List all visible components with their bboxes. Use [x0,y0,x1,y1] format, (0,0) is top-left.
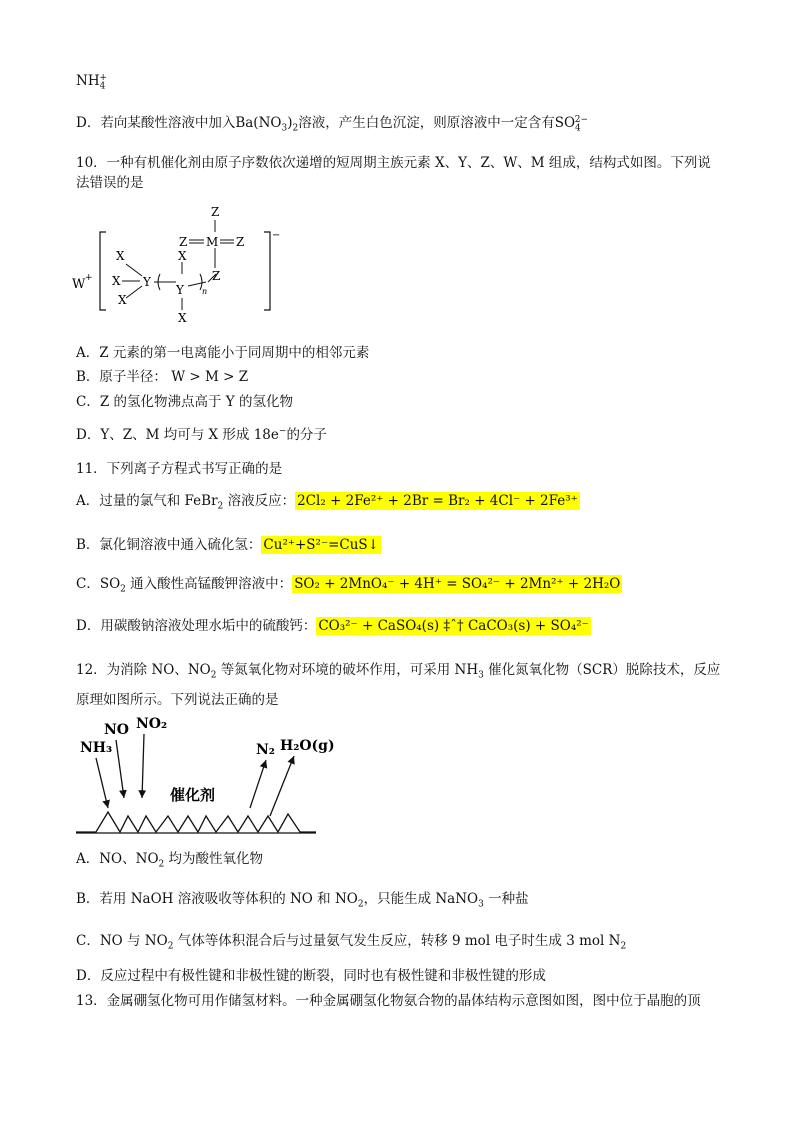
left-bracket [100,232,106,310]
q12-stem-line1: 12．为消除 NO、$NO_2$ 等氮氧化物对环境的破坏作用，可采用 $NH_3$ 催化氮氧化物（SCR）脱除技术，反应 [76,662,721,681]
arrow-h2o [270,756,294,816]
atom-z-right: Z [236,235,245,249]
atom-z-lower: Z [212,269,221,283]
cation-charge: + [85,273,93,283]
arrow-n2 [250,760,266,808]
q13-stem: 13．金属硼氢化物可用作储氢材料。一种金属硼氢化物氨合物的晶体结构示意图如图，图中位于晶胞的顶 [76,993,701,1009]
atom-x-2: X [112,274,121,288]
q10-structure-figure [70,198,290,330]
q12-option-c: C．NO 与 $NO_2$ 气体等体积混合后与过量氨气发生反应，转移 9 mol 电子时生成 3 mol $N_2$ [76,933,627,952]
anion-charge: − [272,230,281,241]
label-no: NO [104,722,129,738]
atom-y-2: Y [176,283,184,297]
q10-option-d: D．Y、Z、M 均可与 X 形成 18e−的分子 [76,426,327,443]
label-h2o: H₂O(g) [280,738,335,754]
nh4-fragment: $NH_4^+$ [76,72,107,92]
q11-option-a: A．过量的氯气和 FeBr$_2$ 溶液反应： 2Cl₂ + 2Fe²⁺ + 2Br = Br₂ + 4Cl⁻ + 2Fe³⁺ [76,493,578,512]
atom-z-top: Z [211,205,220,219]
atom-m: M [206,235,219,249]
repeat-n: n [202,287,208,296]
label-n2: N₂ [256,742,275,758]
q11-option-c-equation: SO₂ + 2MnO₄⁻ + 4H⁺ = SO₄²⁻ + 2Mn²⁺ + 2H₂O [294,576,621,592]
q11-option-b-equation: Cu²⁺+S²⁻=CuS↓ [263,537,379,553]
atom-x-1: X [116,249,125,263]
arrow-nh3 [96,758,108,808]
q9-option-d: D．若向某酸性溶液中加入$Ba(NO_3)_2$溶液，产生白色沉淀，则原溶液中一定含有$SO_4^{2-}$ [76,114,589,134]
arrow-no [116,740,124,798]
q12-option-d: D．反应过程中有极性键和非极性键的断裂，同时也有极性键和非极性键的形成 [76,968,546,984]
q11-option-d: D．用碳酸钠溶液处理水垢中的硫酸钙： CO₃²⁻ + CaSO₄(s) ‡ˆ† CaCO₃(s) + SO₄²⁻ [76,618,589,634]
catalyst-surface [76,812,316,832]
right-bracket [264,232,270,310]
label-no2: NO₂ [136,716,168,732]
q12-option-a: A．NO、$NO_2$ 均为酸性氧化物 [76,851,264,870]
label-nh3: NH₃ [80,740,113,756]
atom-x-3: X [118,293,127,307]
arrow-no2 [142,734,144,798]
q11-option-b: B．氯化铜溶液中通入硫化氢： Cu²⁺+S²⁻=CuS↓ [76,537,379,553]
q10-option-a: A．Z 元素的第一电离能小于同周期中的相邻元素 [76,345,370,361]
q10-stem-line2: 法错误的是 [76,175,144,191]
q11-option-a-equation: 2Cl₂ + 2Fe²⁺ + 2Br = Br₂ + 4Cl⁻ + 2Fe³⁺ [297,493,578,509]
q12-scr-figure [72,712,335,838]
cation-w: W [72,277,86,292]
q10-option-b: B．原子半径： W > M > Z [76,369,249,385]
q12-option-b: B．若用 NaOH 溶液吸收等体积的 NO 和 $NO_2$，只能生成 NaNO$_3$ 一种盐 [76,891,529,910]
atom-y-1: Y [143,275,151,289]
q11-stem: 11．下列离子方程式书写正确的是 [76,461,283,477]
q11-option-d-equation: CO₃²⁻ + CaSO₄(s) ‡ˆ† CaCO₃(s) + SO₄²⁻ [318,618,589,634]
atom-z-left: Z [179,235,188,249]
q10-option-c: C．Z 的氢化物沸点高于 Y 的氢化物 [76,394,293,410]
q11-option-c: C．$SO_2$ 通入酸性高锰酸钾溶液中： SO₂ + 2MnO₄⁻ + 4H⁺ = SO₄²⁻ + 2Mn²⁺ + 2H₂O [76,576,621,595]
label-catalyst: 催化剂 [170,786,216,804]
atom-x-bottom: X [178,311,187,325]
atom-x-upper: X [178,249,187,263]
q12-stem-line2: 原理如图所示。下列说法正确的是 [76,692,279,708]
q10-stem-line1: 10．一种有机催化剂由原子序数依次递增的短周期主族元素 X、Y、Z、W、M 组成，结构式如图。下列说 [76,155,711,171]
